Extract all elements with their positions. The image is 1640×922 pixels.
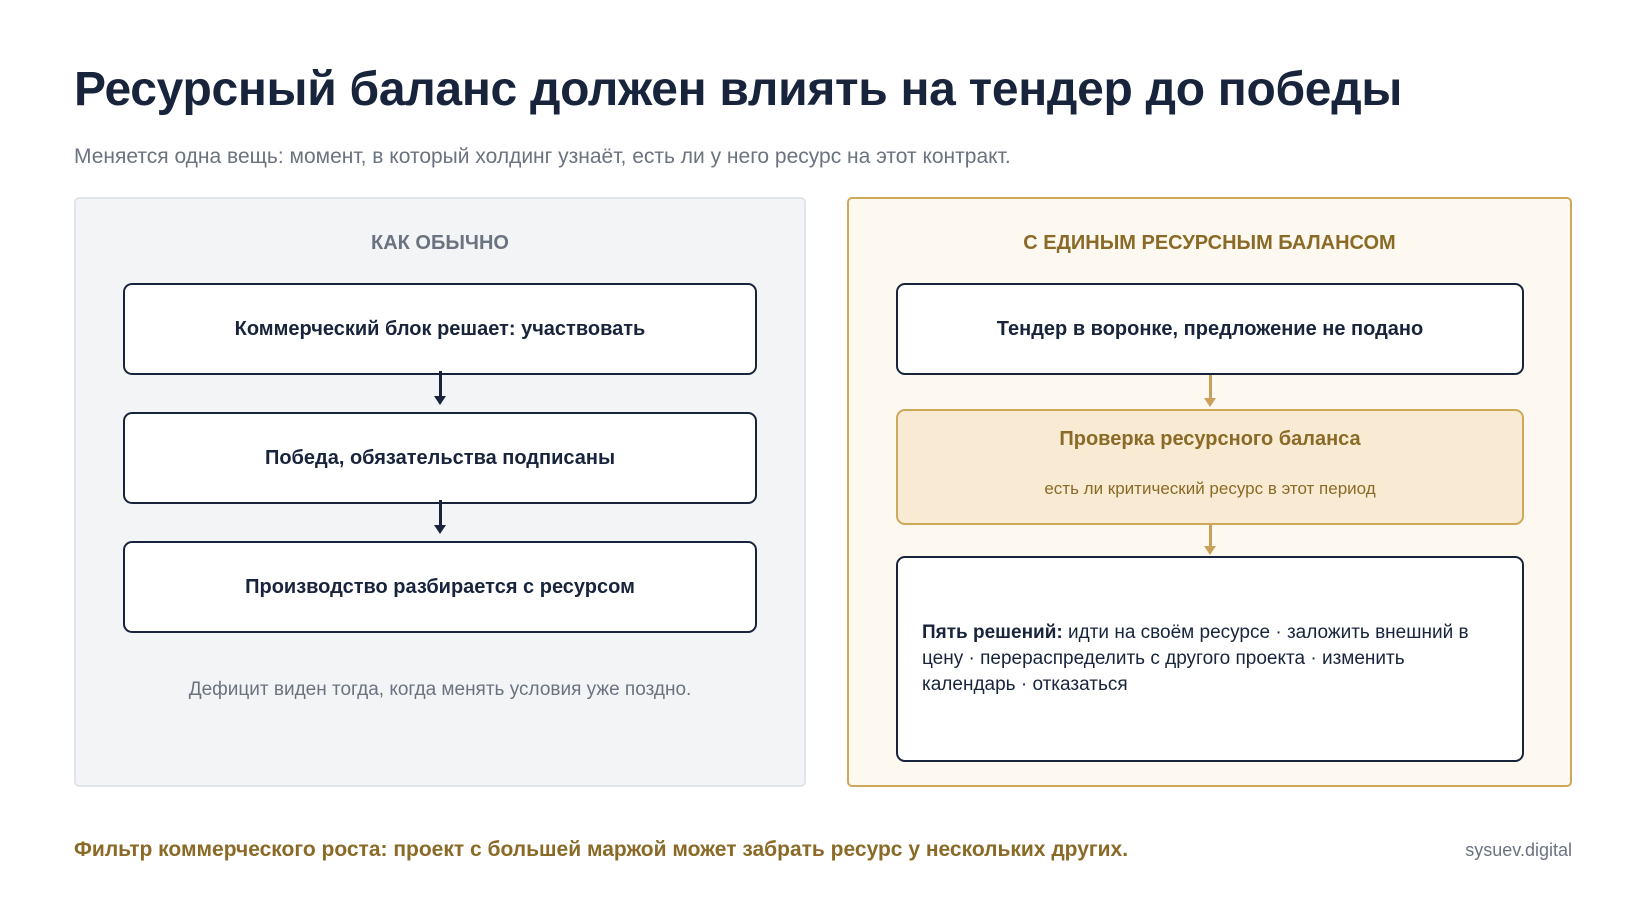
resource-check-box [896, 409, 1524, 525]
usual-panel-note: Дефицит виден тогда, когда менять условия уже поздно. [188, 679, 692, 700]
step-win-obligations: Победа, обязательства подписаны [123, 412, 757, 504]
five-decisions-text [922, 620, 1498, 698]
five-decisions-label: Пять решений: [922, 622, 1063, 643]
arrow-down-icon [439, 500, 442, 530]
step-production-resource: Производство разбирается с ресурсом [123, 541, 757, 633]
arrow-down-icon [1209, 525, 1212, 551]
five-decisions-list: идти на своём ресурсе · заложить внешний в цену · перераспределить с другого проекта · изменить календарь · отказаться [922, 622, 1469, 695]
step-tender-funnel: Тендер в воронке, предложение не подано [896, 283, 1524, 375]
page-subtitle: Меняется одна вещь: момент, в который холдинг узнаёт, есть ли у него ресурс на этот контракт. [74, 145, 1011, 168]
resource-balance-panel [847, 197, 1572, 787]
balance-panel-title: С ЕДИНЫМ РЕСУРСНЫМ БАЛАНСОМ [1023, 232, 1396, 254]
usual-process-panel [74, 197, 806, 787]
arrow-down-icon [439, 371, 442, 401]
resource-check-subtitle: есть ли критический ресурс в этот период [1044, 479, 1376, 498]
usual-panel-title: КАК ОБЫЧНО [371, 232, 509, 254]
arrow-down-icon [1209, 375, 1212, 403]
resource-check-title: Проверка ресурсного баланса [1059, 428, 1361, 450]
footer-note: Фильтр коммерческого роста: проект с большей маржой может забрать ресурс у нескольких других. [74, 838, 1129, 861]
brand-label: sysuev.digital [1465, 840, 1572, 860]
step-commercial-decision: Коммерческий блок решает: участвовать [123, 283, 757, 375]
page-title: Ресурсный баланс должен влиять на тендер до победы [74, 63, 1403, 116]
five-decisions-box [896, 556, 1524, 762]
